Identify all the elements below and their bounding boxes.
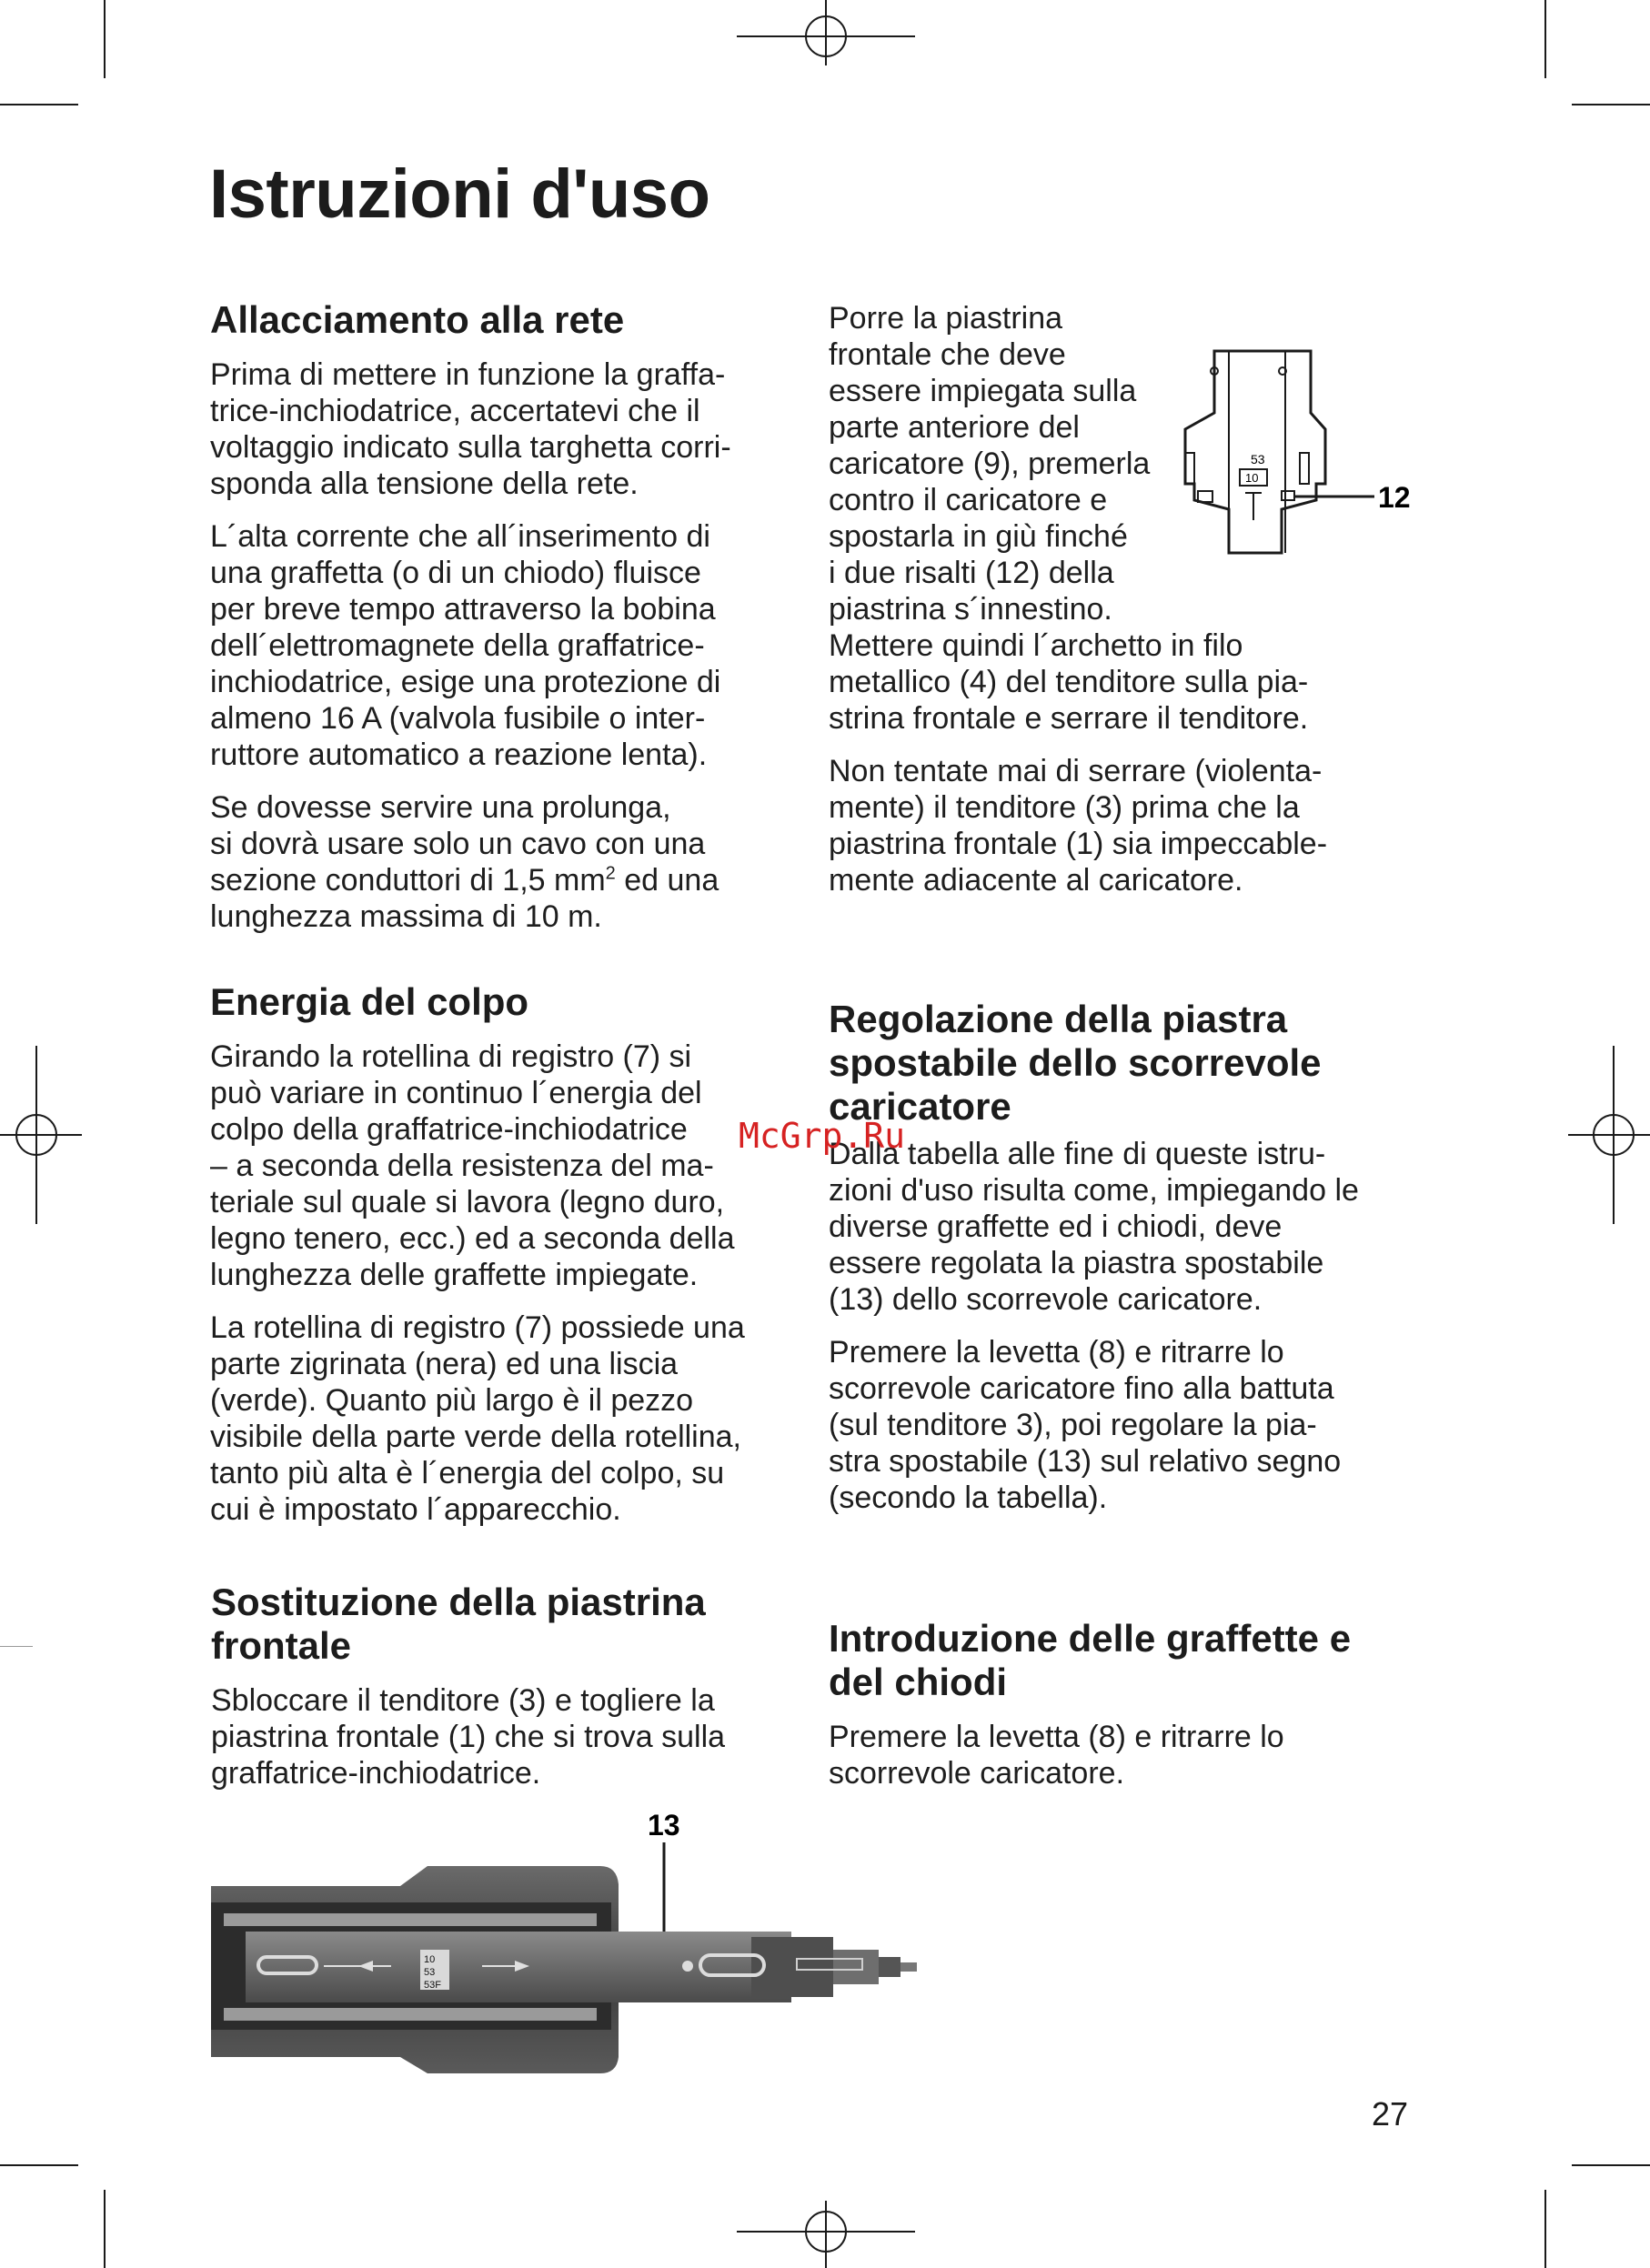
watermark: McGrp.Ru <box>739 1116 906 1156</box>
superscript: 2 <box>605 863 616 884</box>
crop-mark <box>104 2190 106 2268</box>
text-run: Se dovesse servire una prolunga, si dovrà usare solo un cavo con una sezione conduttori di 1,5 mm <box>210 790 706 898</box>
paragraph: Premere la levetta (8) e ritrarre lo scorrevole caricatore fino alla battuta (sul tenditore 3), poi regolare la pia- stra spostabile (13) sul relativo segno (secondo la tabella). <box>829 1335 1342 1515</box>
left-column <box>211 1581 793 1808</box>
section-heading: Introduzione delle graffette e del chiodi <box>829 1617 1352 1703</box>
scale-mark: 53F <box>424 1980 441 1991</box>
crop-mark <box>104 0 106 78</box>
right-column <box>829 1617 1429 1808</box>
crop-mark <box>1544 0 1546 78</box>
left-column <box>210 980 792 1544</box>
magazine-photo <box>209 1801 1010 2073</box>
callout-12: 12 <box>1378 481 1411 514</box>
crop-mark <box>0 104 78 105</box>
plate-mark-top: 53 <box>1251 452 1265 467</box>
registration-mark <box>737 2201 915 2268</box>
paragraph: L´alta corrente che all´inserimento di una graffetta (o di un chiodo) fluisce per breve tempo attraverso la bobina dell´elettromagnete della graffatrice- inchiodatrice, esige una protezione di almeno 16 A (valvola fusibile o inter- ruttore automatico a reazione lenta). <box>210 519 721 772</box>
plate-mark-box: 10 <box>1245 471 1259 485</box>
crop-mark <box>1544 2190 1546 2268</box>
text-run: ed una lunghezza massima di 10 m. <box>210 863 719 934</box>
section-heading: Sostituzione della piastrina frontale <box>211 1581 706 1667</box>
registration-mark <box>0 1046 82 1224</box>
callout-13: 13 <box>648 1809 680 1841</box>
paragraph: Mettere quindi l´archetto in filo metallico (4) del tenditore sulla pia- strina frontale e serrare il tenditore. <box>829 628 1309 736</box>
fold-mark <box>0 1646 33 1647</box>
paragraph: Prima di mettere in funzione la graffa- trice-inchiodatrice, accertatevi che il voltaggio indicato sulla targhetta corri- sponda alla tensione della rete. <box>210 357 731 501</box>
section-heading: Regolazione della piastra spostabile dello scorrevole caricatore <box>829 998 1322 1128</box>
crop-mark <box>0 2164 78 2166</box>
paragraph: Premere la levetta (8) e ritrarre lo scorrevole caricatore. <box>829 1720 1284 1791</box>
page-number: 27 <box>1372 2095 1409 2133</box>
paragraph: Sbloccare il tenditore (3) e togliere la piastrina frontale (1) che si trova sulla graffatrice-inchiodatrice. <box>211 1683 726 1791</box>
paragraph: Girando la rotellina di registro (7) si può variare in continuo l´energia del colpo della graffatrice-inchiodatrice – a seconda della resistenza del ma- teriale sul quale si lavora (legno duro, legno tenero, ecc.) ed a seconda della lunghezza delle graffette impiegate. <box>210 1039 735 1292</box>
paragraph: Dalla tabella alle fine di queste istru- zioni d'uso risulta come, impiegando le diverse graffette ed i chiodi, deve essere regolata la piastra spostabile (13) dello scorrevole caricatore. <box>829 1137 1359 1317</box>
paragraph: Non tentate mai di serrare (violenta- mente) il tenditore (3) prima che la piastrina frontale (1) sia impeccable- mente adiacente al caricatore. <box>829 754 1328 898</box>
page-title: Istruzioni d'uso <box>209 156 710 233</box>
front-plate-diagram <box>1178 347 1451 558</box>
crop-mark <box>1572 104 1650 105</box>
scale-mark: 53 <box>424 1967 436 1978</box>
scale-mark: 10 <box>424 1954 436 1965</box>
paragraph: La rotellina di registro (7) possiede una parte zigrinata (nera) ed una liscia (verde). Quanto più largo è il pezzo visibile della parte verde della rotellina, tanto più alta è l´energia del colpo, su cui è impostato l´apparecchio. <box>210 1310 745 1527</box>
section-heading: Energia del colpo <box>210 980 529 1023</box>
paragraph: Porre la piastrina frontale che deve essere impiegata sulla parte anteriore del caricatore (9), premerla contro il caricatore e spostarla in giù finché i due risalti (12) della piastrina s´innestino. <box>829 301 1151 627</box>
section-heading: Allacciamento alla rete <box>210 298 625 341</box>
registration-mark <box>737 0 915 65</box>
left-column <box>210 298 792 951</box>
crop-mark <box>1572 2164 1650 2166</box>
paragraph <box>210 789 792 935</box>
registration-mark <box>1568 1046 1650 1224</box>
right-column <box>829 998 1429 1532</box>
